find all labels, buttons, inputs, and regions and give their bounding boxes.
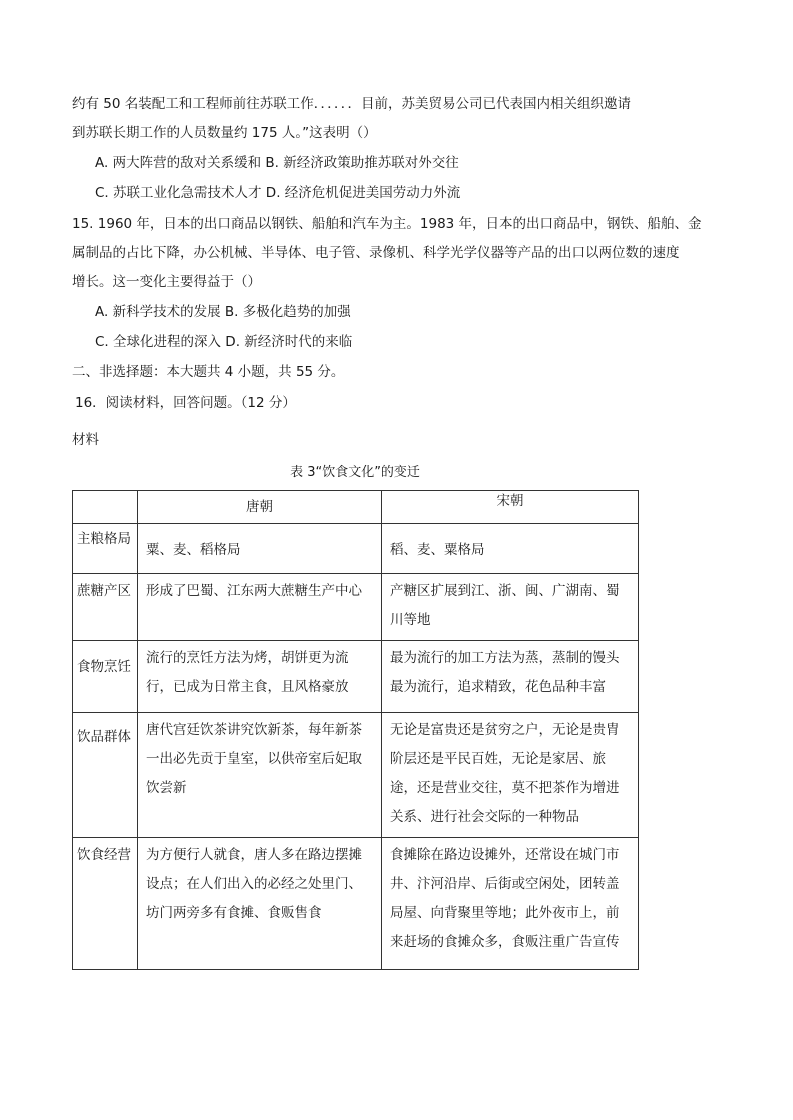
q15-line-2: 属制品的占比下降，办公机械、半导体、电子管、录像机、科学光学仪器等产品的出口以两位数的速度 [72, 245, 680, 261]
header-tang: 唐朝 [138, 491, 382, 524]
cell-tang-cooking: 流行的烹饪方法为烤，胡饼更为流行，已成为日常主食，且风格豪放 [138, 641, 382, 713]
row-label-staple: 主粮格局 [73, 524, 138, 574]
row-label-drinks: 饮品群体 [73, 713, 138, 838]
q15-line-1: 15. 1960 年，日本的出口商品以钢铁、船舶和汽车为主。1983 年，日本的出口商品中，钢铁、船舶、金 [72, 216, 702, 232]
q15-options-ab: A. 新科学技术的发展 B. 多极化趋势的加强 [95, 304, 351, 320]
cell-tang-drinks: 唐代宫廷饮茶讲究饮新茶，每年新茶一出必先贡于皇室，以供帝室后妃取饮尝新 [138, 713, 382, 838]
table-row [73, 838, 639, 970]
cell-song-business: 食摊除在路边设摊外，还常设在城门市井、汴河沿岸、后街或空闲处，团转盖局屋、向背聚里等地；此外夜市上，前来赶场的食摊众多，食贩注重广告宣传 [382, 838, 639, 970]
table-caption: 表 3“饮食文化”的变迁 [290, 465, 420, 480]
cell-tang-staple: 粟、麦、稻格局 [138, 524, 382, 574]
header-song: 宋朝 [382, 491, 639, 524]
q14-options-cd: C. 苏联工业化急需技术人才 D. 经济危机促进美国劳动力外流 [95, 185, 461, 201]
question-16: 16．阅读材料，回答问题。（12 分） [75, 395, 296, 411]
cell-song-drinks: 无论是富贵还是贫穷之户，无论是贵胄阶层还是平民百姓，无论是家居、旅途，还是营业交往，莫不把茶作为增进关系、进行社会交际的一种物品 [382, 713, 639, 838]
table-row [73, 574, 639, 641]
q15-line-3: 增长。这一变化主要得益于（） [72, 274, 261, 290]
q14-line-1: 约有 50 名装配工和工程师前往苏联工作．．．．．．目前，苏美贸易公司已代表国内相关组织邀请 [72, 96, 632, 112]
cell-song-staple: 稻、麦、粟格局 [382, 524, 639, 574]
table-row [73, 524, 639, 574]
row-label-cooking: 食物烹饪 [73, 641, 138, 713]
table-row [73, 713, 639, 838]
table-row [73, 641, 639, 713]
cell-song-cooking: 最为流行的加工方法为蒸，蒸制的馒头最为流行，追求精致，花色品种丰富 [382, 641, 639, 713]
table-header-row [73, 491, 639, 524]
q15-options-cd: C. 全球化进程的深入 D. 新经济时代的来临 [95, 334, 353, 350]
row-label-business: 饮食经营 [73, 838, 138, 970]
food-culture-table [72, 490, 639, 970]
cell-tang-business: 为方便行人就食，唐人多在路边摆摊设点；在人们出入的必经之处里门、坊门两旁多有食摊、食贩售食 [138, 838, 382, 970]
section-heading: 二、非选择题：本大题共 4 小题，共 55 分。 [72, 364, 345, 380]
header-empty [73, 491, 138, 524]
cell-tang-sugar: 形成了巴蜀、江东两大蔗糖生产中心 [138, 574, 382, 641]
cell-song-sugar: 产糖区扩展到江、浙、闽、广湖南、蜀川等地 [382, 574, 639, 641]
q14-line-2: 到苏联长期工作的人员数量约 175 人。”这表明（） [72, 125, 377, 141]
material-label: 材料 [72, 432, 99, 448]
q14-options-ab: A. 两大阵营的敌对关系缓和 B. 新经济政策助推苏联对外交往 [95, 155, 459, 171]
row-label-sugar: 蔗糖产区 [73, 574, 138, 641]
